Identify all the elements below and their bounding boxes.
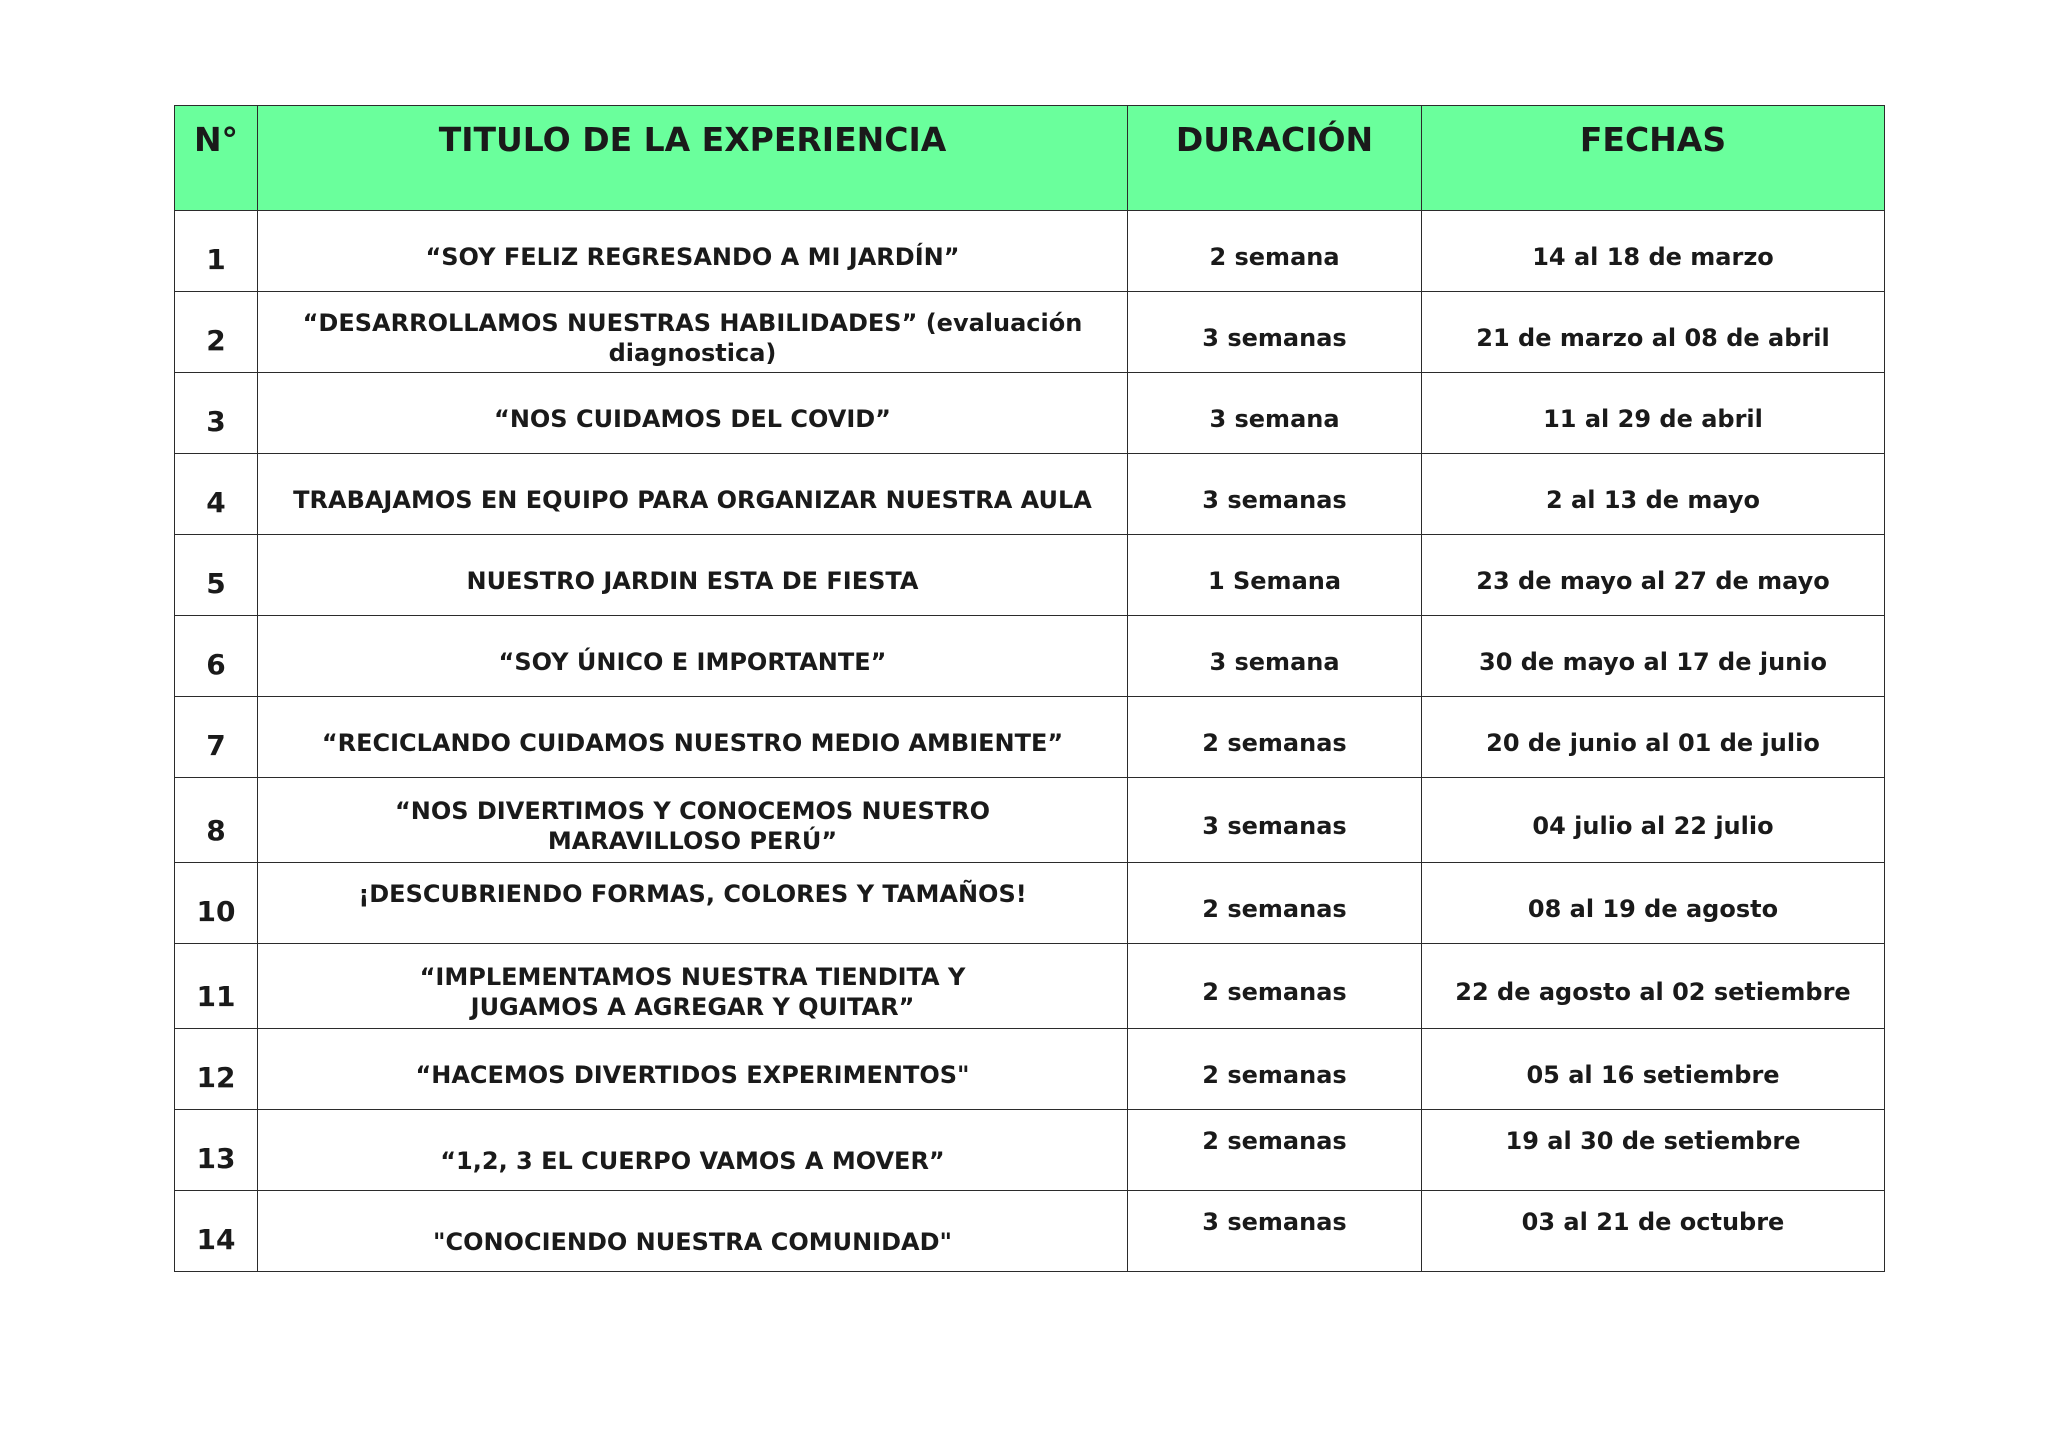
row-number: 6 bbox=[175, 616, 258, 697]
row-dates: 21 de marzo al 08 de abril bbox=[1422, 292, 1885, 373]
row-duration: 3 semana bbox=[1128, 373, 1422, 454]
row-number: 8 bbox=[175, 778, 258, 863]
row-number: 2 bbox=[175, 292, 258, 373]
row-number: 10 bbox=[175, 863, 258, 944]
row-title: “HACEMOS DIVERTIDOS EXPERIMENTOS" bbox=[258, 1029, 1128, 1110]
header-title: TITULO DE LA EXPERIENCIA bbox=[258, 106, 1128, 211]
row-dates: 22 de agosto al 02 setiembre bbox=[1422, 944, 1885, 1029]
row-title: TRABAJAMOS EN EQUIPO PARA ORGANIZAR NUESTRA AULA bbox=[258, 454, 1128, 535]
row-duration: 2 semanas bbox=[1128, 944, 1422, 1029]
row-number: 14 bbox=[175, 1191, 258, 1272]
table-row bbox=[175, 454, 1885, 535]
row-number: 5 bbox=[175, 535, 258, 616]
row-dates: 05 al 16 setiembre bbox=[1422, 1029, 1885, 1110]
table-row bbox=[175, 944, 1885, 1029]
row-dates: 20 de junio al 01 de julio bbox=[1422, 697, 1885, 778]
row-dates: 2 al 13 de mayo bbox=[1422, 454, 1885, 535]
header-duration: DURACIÓN bbox=[1128, 106, 1422, 211]
row-dates: 04 julio al 22 julio bbox=[1422, 778, 1885, 863]
row-title: “RECICLANDO CUIDAMOS NUESTRO MEDIO AMBIENTE” bbox=[258, 697, 1128, 778]
row-duration: 3 semanas bbox=[1128, 778, 1422, 863]
table-row bbox=[175, 697, 1885, 778]
row-dates: 03 al 21 de octubre bbox=[1422, 1191, 1885, 1272]
row-duration: 3 semana bbox=[1128, 616, 1422, 697]
row-dates: 08 al 19 de agosto bbox=[1422, 863, 1885, 944]
row-number: 3 bbox=[175, 373, 258, 454]
row-duration: 3 semanas bbox=[1128, 292, 1422, 373]
row-number: 4 bbox=[175, 454, 258, 535]
row-dates: 30 de mayo al 17 de junio bbox=[1422, 616, 1885, 697]
row-duration: 3 semanas bbox=[1128, 454, 1422, 535]
table-row bbox=[175, 211, 1885, 292]
row-title: “SOY ÚNICO E IMPORTANTE” bbox=[258, 616, 1128, 697]
table-row bbox=[175, 616, 1885, 697]
table-row bbox=[175, 1191, 1885, 1272]
table-row bbox=[175, 778, 1885, 863]
row-number: 11 bbox=[175, 944, 258, 1029]
row-title: ¡DESCUBRIENDO FORMAS, COLORES Y TAMAÑOS! bbox=[258, 863, 1128, 944]
row-duration: 2 semanas bbox=[1128, 1029, 1422, 1110]
row-title: “NOS CUIDAMOS DEL COVID” bbox=[258, 373, 1128, 454]
row-duration: 1 Semana bbox=[1128, 535, 1422, 616]
row-duration: 2 semana bbox=[1128, 211, 1422, 292]
row-duration: 2 semanas bbox=[1128, 863, 1422, 944]
row-number: 1 bbox=[175, 211, 258, 292]
table-row bbox=[175, 1029, 1885, 1110]
row-title: “SOY FELIZ REGRESANDO A MI JARDÍN” bbox=[258, 211, 1128, 292]
row-dates: 11 al 29 de abril bbox=[1422, 373, 1885, 454]
row-duration: 2 semanas bbox=[1128, 1110, 1422, 1191]
experiences-table bbox=[174, 105, 1885, 1272]
header-row bbox=[175, 106, 1885, 211]
row-duration: 3 semanas bbox=[1128, 1191, 1422, 1272]
row-number: 7 bbox=[175, 697, 258, 778]
row-dates: 19 al 30 de setiembre bbox=[1422, 1110, 1885, 1191]
row-title: NUESTRO JARDIN ESTA DE FIESTA bbox=[258, 535, 1128, 616]
row-dates: 14 al 18 de marzo bbox=[1422, 211, 1885, 292]
table-row bbox=[175, 1110, 1885, 1191]
table-row bbox=[175, 535, 1885, 616]
row-title: “NOS DIVERTIMOS Y CONOCEMOS NUESTRO MARAVILLOSO PERÚ” bbox=[258, 778, 1128, 863]
row-number: 13 bbox=[175, 1110, 258, 1191]
header-number: N° bbox=[175, 106, 258, 211]
row-duration: 2 semanas bbox=[1128, 697, 1422, 778]
table-row bbox=[175, 863, 1885, 944]
header-dates: FECHAS bbox=[1422, 106, 1885, 211]
table-row bbox=[175, 292, 1885, 373]
table-row bbox=[175, 373, 1885, 454]
row-title: "CONOCIENDO NUESTRA COMUNIDAD" bbox=[258, 1191, 1128, 1272]
row-number: 12 bbox=[175, 1029, 258, 1110]
row-title: “1,2, 3 EL CUERPO VAMOS A MOVER” bbox=[258, 1110, 1128, 1191]
row-dates: 23 de mayo al 27 de mayo bbox=[1422, 535, 1885, 616]
row-title: “DESARROLLAMOS NUESTRAS HABILIDADES” (evaluación diagnostica) bbox=[258, 292, 1128, 373]
row-title: “IMPLEMENTAMOS NUESTRA TIENDITA Y JUGAMOS A AGREGAR Y QUITAR” bbox=[258, 944, 1128, 1029]
